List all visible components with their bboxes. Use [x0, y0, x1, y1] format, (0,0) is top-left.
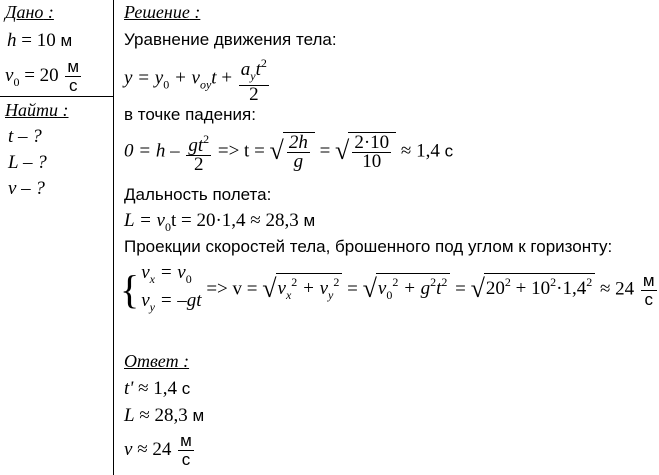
solution-line-fall: в точке падения: [124, 105, 256, 124]
given-find-divider [0, 96, 114, 97]
equation-speed: { $v_x = v_0$ $v_y = -gt$ => $v = √v_x^2 + v_y^2 = √v_0^2 + g^2t^2 = √20^2 + 10^2\cdot 1,4^2 \approx 24$ $\frac{м}{с}$ [120, 262, 655, 314]
answer-time: t' ≈ 1,4 с [124, 378, 191, 399]
given-h: h = 10 м [7, 30, 73, 51]
given-header: Дано : [5, 2, 54, 22]
find-item-v: v – ? [8, 178, 45, 199]
equation-range: $L = v_0t = 20\cdot 1,4 \approx 28,3$ м [124, 210, 316, 234]
given-v0: $v_0 = 20$ $\frac{м}{с}$ [5, 57, 80, 95]
equation-motion: $y = y_0 + v_{oy}t$ + $\frac{a_yt^2}{2}$ [124, 56, 267, 105]
equation-fall: 0 = h – $\frac{gt^2}{2}$ => t = √ $\frac{2h}{g}$ = √ $\frac{2\cdot 10}{10}$ ≈ 1,4 с [124, 131, 454, 175]
answer-range: L ≈ 28,3 м [124, 405, 205, 426]
solution-header: Решение : [124, 2, 201, 22]
answer-speed: v ≈ 24 $\frac{м}{с}$ [124, 431, 192, 469]
find-item-L: L – ? [8, 152, 47, 173]
solution-line-motion: Уравнение движения тела: [124, 30, 337, 49]
answer-header: Ответ : [124, 351, 190, 371]
column-divider [113, 0, 114, 475]
solution-line-range: Дальность полета: [124, 185, 272, 204]
find-header: Найти : [5, 100, 69, 120]
solution-line-projections: Проекции скоростей тела, брошенного под углом к горизонту: [124, 237, 613, 256]
find-item-t: t – ? [8, 126, 42, 147]
